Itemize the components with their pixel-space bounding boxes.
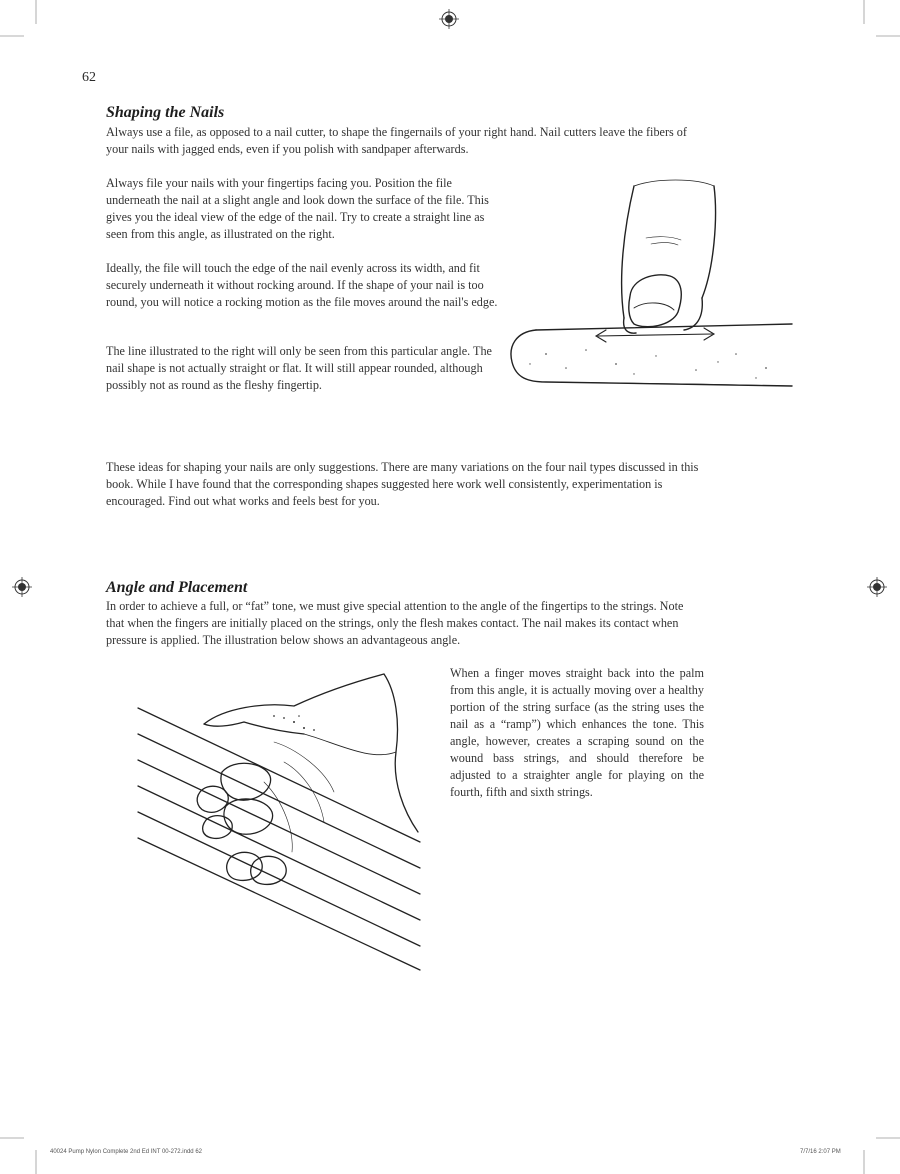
registration-mark-top bbox=[439, 9, 459, 29]
shaping-para-4-text: These ideas for shaping your nails are only suggestions. There are many variations on the four nail types discussed in this book. While I have found that the corresponding shapes suggested here work well consistently, experimentation is encouraged. Find out what works and feels best for you. bbox=[106, 460, 699, 508]
angle-para-1-text: When a finger moves straight back into the palm from this angle, it is actually moving over a healthy portion of the string surface (as the string uses the nail as a “ramp”) which enhances the tone. This angle, however, creates a scraping sound on the wound bass strings, and should therefore be adjusted to a straighter angle for playing on the fourth, fifth and sixth strings. bbox=[450, 666, 704, 799]
shaping-para-1 bbox=[106, 175, 498, 243]
angle-para-1 bbox=[450, 665, 704, 801]
shaping-para-3-text: The line illustrated to the right will only be seen from this particular angle. The nail shape is not actually straight or flat. It will still appear rounded, although possibly not as round as the fleshy fingertip. bbox=[106, 344, 492, 392]
footer-file-info: 40024 Pump Nylon Complete 2nd Ed INT 00-272.indd 62 bbox=[50, 1149, 202, 1155]
footer-timestamp: 7/7/16 2:07 PM bbox=[800, 1149, 841, 1155]
nail-file-illustration bbox=[506, 178, 796, 398]
section-heading-shaping: Shaping the Nails bbox=[106, 104, 225, 121]
registration-mark-right bbox=[867, 577, 887, 597]
shaping-intro bbox=[106, 124, 704, 158]
angle-intro-text: In order to achieve a full, or “fat” tone, we must give special attention to the angle of the fingertips to the strings. Note that when the fingers are initially placed on the strings, only the flesh makes contact. The nail makes its contact when pressure is applied. The illustration below shows an advantageous angle. bbox=[106, 599, 684, 647]
page-number: 62 bbox=[82, 70, 96, 85]
shaping-para-3 bbox=[106, 343, 498, 394]
shaping-para-2-text: Ideally, the file will touch the edge of the nail evenly across its width, and fit securely underneath it without rocking around. If the shape of your nail is too round, you will notice a rocking motion as the file moves around the nail's edge. bbox=[106, 261, 498, 309]
registration-mark-left bbox=[12, 577, 32, 597]
section-heading-angle: Angle and Placement bbox=[106, 579, 248, 596]
angle-intro bbox=[106, 598, 704, 649]
hand-on-strings-illustration bbox=[134, 672, 424, 972]
shaping-intro-text: Always use a file, as opposed to a nail cutter, to shape the fingernails of your right hand. Nail cutters leave the fibers of your nails with jagged ends, even if you polish with sandpaper afterwards. bbox=[106, 125, 687, 156]
shaping-para-2 bbox=[106, 260, 498, 311]
shaping-para-1-text: Always file your nails with your fingertips facing you. Position the file underneath the nail at a slight angle and look down the surface of the file. This gives you the ideal view of the edge of the nail. Try to create a straight line as seen from this angle, as illustrated on the right. bbox=[106, 176, 489, 241]
shaping-para-4 bbox=[106, 459, 704, 510]
